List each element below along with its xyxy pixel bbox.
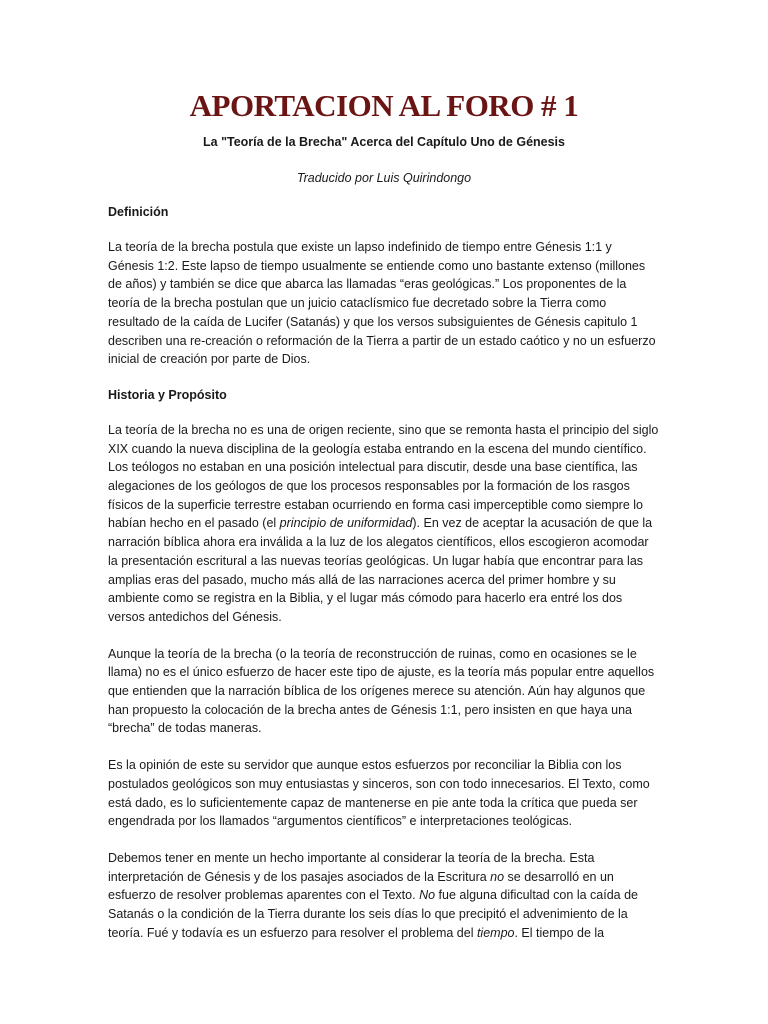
paragraph-definicion: La teoría de la brecha postula que existe un lapso indefinido de tiempo entre Génesis 1:1 y Génesis 1:2. Este lapso de tiempo usualmente se entiende como uno bastante extenso (millones de años) y también se dice que abarca las llamadas “eras geológicas.” Los proponentes de la teoría de la brecha postulan que un juicio cataclísmico fue decretado sobre la Tierra como resultado de la caída de Lucifer (Satanás) y que los versos subsiguientes de Génesis capitulo 1 describen una re-creación o reformación de la Tierra a partir de un estado caótico y no un esfuerzo inicial de creación por parte de Dios. — [108, 240, 656, 367]
paragraph-text: La teoría de la brecha no es una de origen reciente, sino que se remonta hasta el principio del siglo XIX cuando la nueva disciplina de la geología estaba entrando en la escena del mundo científico. Los teólogos no estaban en una posición intelectual para discutir, desde una base científica, las alegaciones de los geólogos de que los procesos responsables por la formación de los rasgos físicos de la superficie terrestre estaban ocurriendo en forma casi imperceptible como siempre lo habían hecho en el pasado (el — [108, 422, 659, 531]
italic-term: tiempo — [476, 925, 515, 940]
italic-term: no — [490, 869, 505, 884]
section-heading-historia: Historia y Propósito — [108, 387, 227, 402]
document-page — [108, 88, 660, 961]
italic-term: principio de uniformidad — [279, 516, 413, 531]
paragraph-historia-3: Es la opinión de este su servidor que aunque estos esfuerzos por reconciliar la Biblia con los postulados geológicos son muy entusiastas y sinceros, son con todo innecesarios. El Texto, como está dado, es lo suficientemente capaz de mantenerse en pie ante toda la crítica que pueda ser engendrada por los llamados “argumentos científicos” e interpretaciones teológicas. — [108, 758, 650, 829]
paragraph-historia-2: Aunque la teoría de la brecha (o la teoría de reconstrucción de ruinas, como en ocasiones se le llama) no es el único esfuerzo de hacer este tipo de ajuste, es la teoría más popular entre aquellos que entienden que la narración bíblica de los orígenes merece su atención. Aún hay algunos que han propuesto la colocación de la brecha antes de Génesis 1:1, pero insisten en que haya una “brecha” de todas maneras. — [108, 646, 655, 736]
italic-term: No — [419, 888, 436, 903]
document-title: APORTACION AL FORO # 1 — [189, 88, 579, 123]
document-subtitle: La "Teoría de la Brecha" Acerca del Capítulo Uno de Génesis — [203, 135, 565, 149]
paragraph-historia-4 — [108, 849, 660, 943]
paragraph-text: ). En vez de aceptar la acusación de que la narración bíblica ahora era inválida a la luz de los alegatos científicos, ellos escogieron acomodar la presentación escritural a las nuevas teorías geológicas. Un lugar había que encontrar para las amplias eras del pasado, mucho más allá de las narraciones acerca del primer hombre y su ambiente como se registra en la Biblia, y el lugar más cómodo para hacerlo era entré los dos versos antedichos del Génesis. — [108, 516, 653, 624]
paragraph-text: se desarrolló en un esfuerzo de resolver problemas aparentes con el Texto. — [108, 869, 614, 903]
paragraph-text: . El tiempo de la — [514, 925, 605, 940]
translator-credit: Traducido por Luis Quirindongo — [296, 171, 472, 185]
paragraph-historia-1 — [108, 421, 660, 627]
section-heading-definicion: Definición — [108, 205, 169, 219]
paragraph-text: fue alguna dificultad con la caída de Satanás o la condición de la Tierra durante los seis días lo que precipitó el advenimiento de la teoría. Fué y todavía es un esfuerzo para resolver el problema del — [108, 888, 638, 940]
paragraph-text: Debemos tener en mente un hecho importante al considerar la teoría de la brecha. Esta interpretación de Génesis y de los pasajes asociados de la Escritura — [108, 850, 595, 884]
